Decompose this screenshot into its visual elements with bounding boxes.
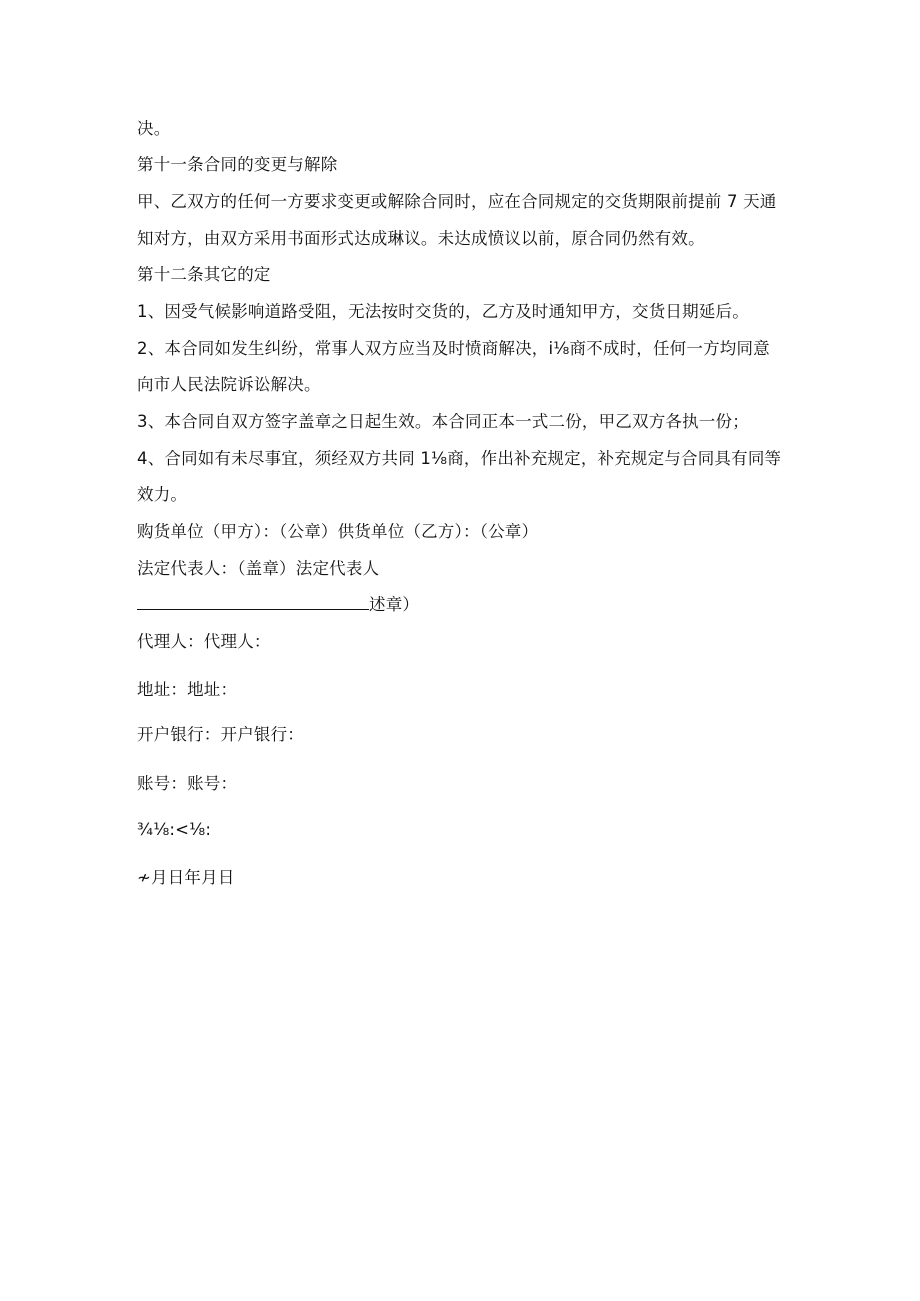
text-line: 效力。 [137, 485, 188, 504]
garbled-line: ¾⅛:<⅛: [137, 820, 212, 839]
text-line: 4、合同如有未尽事宜，须经双方共同 1⅛商，作出补充规定，补充规定与合同具有同等 [137, 449, 782, 468]
seal-suffix: 述章） [369, 595, 420, 614]
text-line: 知对方，由双方采用书面形式达成琳议。未达成愤议以前，原合同仍然有效。 [137, 229, 705, 248]
text-line: 1、因受气候影响道路受阻，无法按时交货的，乙方及时通知甲方，交货日期延后。 [137, 302, 749, 321]
date-line: ≁月日年月日 [137, 868, 235, 887]
section-heading: 第十二条其它的定 [137, 265, 271, 284]
party-line: 购货单位（甲方）：（公章）供货单位（乙方）：（公章） [137, 522, 539, 541]
text-line: 决。 [137, 119, 171, 138]
text-line: 向市人民法院诉讼解决。 [137, 375, 321, 394]
text-line: 甲、乙双方的任何一方要求变更或解除合同时，应在合同规定的交货期限前提前 7 天通 [137, 192, 777, 211]
legal-rep-line: 法定代表人：（盖章）法定代表人 [137, 559, 380, 578]
bank-line: 开户银行：开户银行： [137, 725, 304, 744]
signature-underline [137, 609, 369, 610]
account-line: 账号：账号： [137, 774, 238, 793]
text-line: 2、本合同如发生纠纷，常事人双方应当及时愤商解决，i⅛商不成时，任何一方均同意 [137, 339, 770, 358]
text-line: 3、本合同自双方签字盖章之日起生效。本合同正本一式二份，甲乙双方各执一份； [137, 412, 749, 431]
section-heading: 第十一条合同的变更与解除 [137, 155, 338, 174]
agent-line: 代理人：代理人： [137, 632, 271, 651]
address-line: 地址：地址： [137, 680, 238, 699]
